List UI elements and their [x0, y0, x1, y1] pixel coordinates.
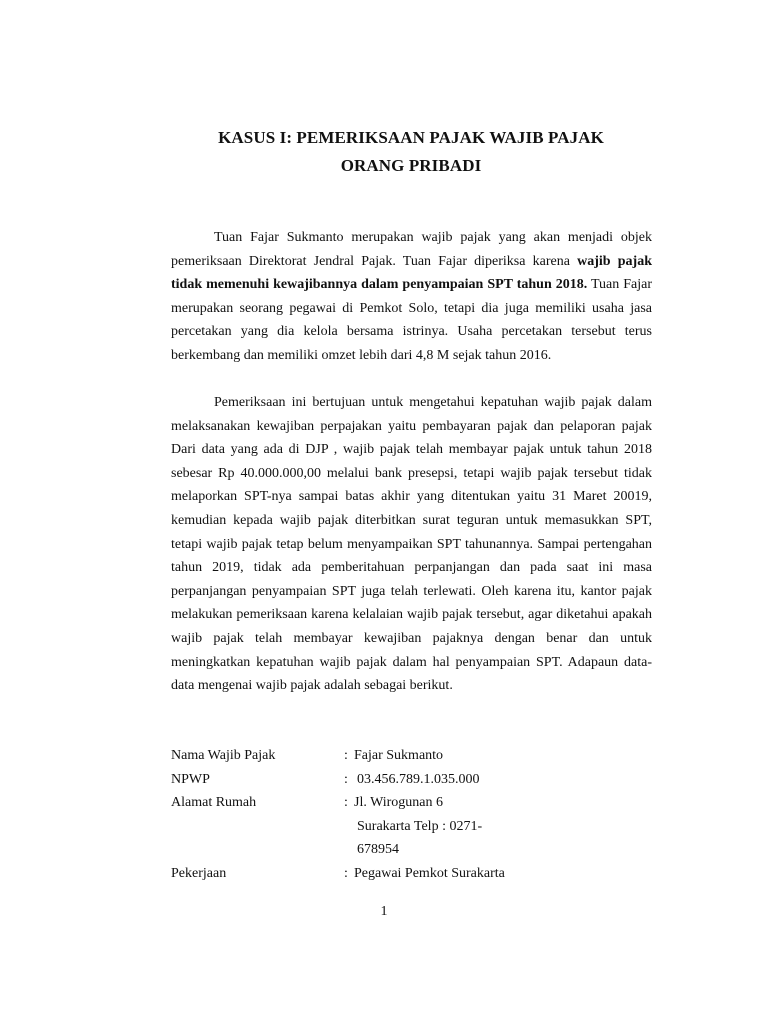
paragraph-2 — [171, 391, 652, 698]
paragraph-1 — [171, 226, 652, 368]
info-row-address-cont-2 — [171, 838, 652, 862]
address-separator: : — [344, 795, 348, 811]
address-line-1: Jl. Wirogunan 6 — [354, 795, 444, 811]
paragraph-1-bold-text: wajib pajak tidak memenuhi kewajibannya dalam penyampaian SPT tahun 2018. — [171, 253, 653, 293]
name-separator: : — [344, 748, 348, 763]
job-value: Pegawai Pemkot Surakarta — [354, 865, 505, 881]
info-row-job — [171, 862, 652, 886]
npwp-separator: : — [344, 771, 348, 787]
info-row-npwp — [171, 768, 652, 792]
npwp-label: NPWP — [171, 771, 210, 787]
paragraph-1-text-b: Tuan Fajar merupakan seorang pegawai di Pemkot Solo, tetapi dia juga memiliki usaha jasa percetakan yang dia kelola bersama istrinya. Usaha percetakan tersebut terus berkembang dan memiliki omzet lebih dari 4,8 M sejak tahun 2016. — [171, 277, 652, 363]
title-line-1: KASUS I: PEMERIKSAAN PAJAK WAJIB PAJAK — [218, 128, 604, 147]
job-separator: : — [344, 865, 348, 881]
page-number: 1 — [380, 904, 388, 919]
taxpayer-info — [171, 744, 652, 886]
name-label: Nama Wajib Pajak — [171, 748, 276, 763]
info-row-name — [171, 744, 652, 768]
name-value: Fajar Sukmanto — [354, 748, 444, 763]
npwp-value: 03.456.789.1.035.000 — [357, 771, 480, 787]
info-row-address — [171, 791, 652, 815]
paragraph-1-text-a: Tuan Fajar Sukmanto merupakan wajib pajak yang akan menjadi objek pemeriksaan Direktorat Jendral Pajak. Tuan Fajar diperiksa karena — [171, 230, 652, 269]
job-label: Pekerjaan — [171, 865, 227, 881]
title-line-2: ORANG PRIBADI — [340, 156, 482, 175]
address-line-2: Surakarta Telp : 0271- — [357, 818, 483, 834]
document-title — [170, 124, 652, 180]
address-line-3: 678954 — [357, 842, 399, 858]
address-label: Alamat Rumah — [171, 795, 257, 811]
info-row-address-cont-1 — [171, 815, 652, 839]
paragraph-2-text: Pemeriksaan ini bertujuan untuk mengetahui kepatuhan wajib pajak dalam melaksanakan kewajiban perpajakan yaitu pembayaran pajak dan pelaporan pajak Dari data yang ada di DJP , wajib pajak telah membayar pajak untuk tahun 2018 sebesar Rp 40.000.000,00 melalui bank presepsi, tetapi wajib pajak tersebut tidak melaporkan SPT-nya sampai batas akhir yang ditentukan yaitu 31 Maret 20019, kemudian kepada wajib pajak diterbitkan surat teguran untuk memasukkan SPT, tetapi wajib pajak tetap belum menyampaikan SPT tahunannya. Sampai pertengahan tahun 2019, tidak ada pemberitahuan perpanjangan dan pada saat ini masa perpanjangan penyampaian SPT juga telah terlewati. Oleh karena itu, kantor pajak melakukan pemeriksaan karena kelalaian wajib pajak tersebut, agar diketahui apakah wajib pajak telah membayar kewajiban pajaknya dengan benar dan untuk meningkatkan kepatuhan wajib pajak dalam hal penyampaian SPT. Adapaun data-data mengenai wajib pajak adalah sebagai berikut. — [171, 395, 652, 694]
